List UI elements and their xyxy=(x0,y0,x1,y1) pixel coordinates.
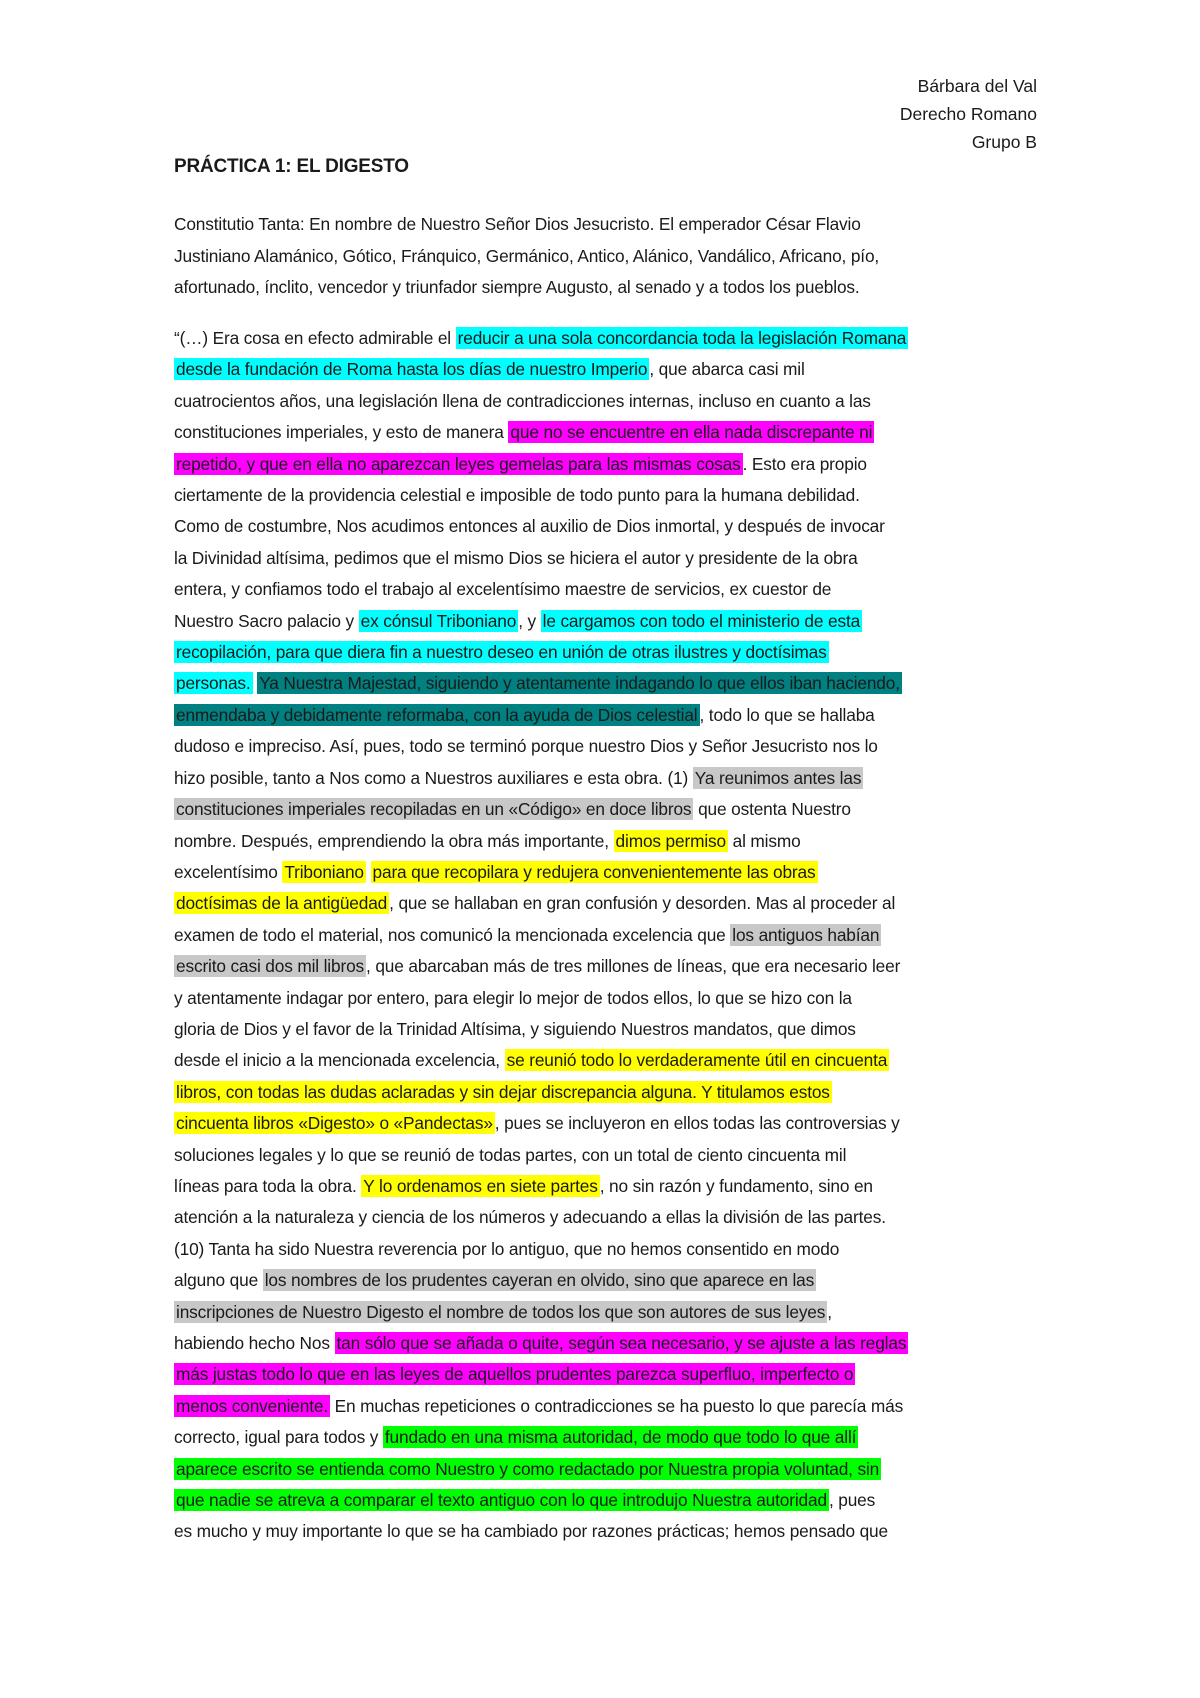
text-line xyxy=(174,1485,1040,1516)
course-subject: Derecho Romano xyxy=(899,104,1037,124)
text-line xyxy=(174,668,1040,699)
text-line xyxy=(174,574,1040,605)
highlight-magenta: repetido, y que en ella no aparezcan leyes gemelas para las mismas cosas xyxy=(176,453,741,474)
text-line xyxy=(174,1391,1040,1422)
text-segment: cuatrocientos años, una legislación llena de contradicciones internas, incluso en cuanto a las xyxy=(174,390,871,411)
highlight-green: que nadie se atreva a comparar el texto antiguo con lo que introdujo Nuestra autoridad xyxy=(176,1490,827,1511)
text-line xyxy=(174,241,1040,273)
highlight-green: fundado en una misma autoridad, de modo que todo lo que allí xyxy=(384,1427,857,1448)
text-line xyxy=(174,1140,1040,1171)
text-line xyxy=(174,1297,1040,1328)
text-segment: examen de todo el material, nos comunicó la mencionada excelencia que xyxy=(174,924,731,945)
text-segment: hizo posible, tanto a Nos como a Nuestros auxiliares e esta obra. (1) xyxy=(174,767,693,788)
text-segment: habiendo hecho Nos xyxy=(174,1333,335,1353)
intro-paragraph xyxy=(174,209,1040,304)
highlight-gray: los nombres de los prudentes cayeran en olvido, sino que aparece en las xyxy=(264,1270,815,1291)
text-line xyxy=(174,543,1040,574)
text-line xyxy=(174,1171,1040,1202)
author-name: Bárbara del Val xyxy=(917,76,1037,96)
text-segment: es mucho y muy importante lo que se ha cambiado por razones prácticas; hemos pensado que xyxy=(174,1521,888,1542)
highlight-cyan: ex cónsul Triboniano xyxy=(360,610,517,631)
highlight-gray: los antiguos habían xyxy=(732,924,880,945)
highlight-cyan: recopilación, para que diera fin a nuestro deseo en unión de otras ilustres y doctísimas xyxy=(176,642,827,663)
text-segment: atención a la naturaleza y ciencia de los números y adecuando a ellas la división de las partes. xyxy=(174,1207,886,1228)
text-line xyxy=(174,511,1040,542)
text-segment: afortunado, ínclito, vencedor y triunfador siempre Augusto, al senado y a todos los pueblos. xyxy=(174,277,860,298)
text-line xyxy=(174,888,1040,919)
highlight-teal: Ya Nuestra Majestad, siguiendo y atentamente indagando lo que ellos iban haciendo, xyxy=(259,673,900,694)
text-line xyxy=(174,323,1040,354)
text-line xyxy=(174,826,1040,857)
highlight-cyan: le cargamos con todo el ministerio de esta xyxy=(542,610,861,631)
text-segment: alguno que xyxy=(174,1270,263,1291)
text-segment: constituciones imperiales, y esto de manera xyxy=(174,422,509,443)
text-segment xyxy=(366,862,371,882)
text-segment: nombre. Después, emprendiendo la obra más importante, xyxy=(174,830,614,851)
text-line xyxy=(174,386,1040,417)
highlight-teal: enmendaba y debidamente reformaba, con la ayuda de Dios celestial xyxy=(176,704,698,725)
text-line xyxy=(174,1422,1040,1453)
text-line xyxy=(174,1234,1040,1265)
text-segment: . Esto era propio xyxy=(742,453,867,474)
text-segment: excelentísimo xyxy=(174,861,283,882)
highlight-yellow: cincuenta libros «Digesto» o «Pandectas» xyxy=(176,1113,493,1134)
text-line xyxy=(174,794,1040,825)
highlight-gray: escrito casi dos mil libros xyxy=(176,956,365,977)
text-segment: , pues se incluyeron en ellos todas las controversias y xyxy=(494,1113,900,1134)
course-group: Grupo B xyxy=(971,132,1037,152)
text-segment: , que abarcaban más de tres millones de líneas, que era necesario leer xyxy=(366,956,901,977)
highlight-yellow: doctísimas de la antigüedad xyxy=(176,893,388,914)
text-segment: , xyxy=(827,1301,832,1322)
highlight-yellow: Y lo ordenamos en siete partes xyxy=(363,1175,598,1196)
text-segment: desde el inicio a la mencionada excelencia, xyxy=(174,1050,505,1071)
text-line xyxy=(174,1077,1040,1108)
text-line xyxy=(174,731,1040,762)
highlight-gray: constituciones imperiales recopiladas en un «Código» en doce libros xyxy=(176,799,692,820)
text-line xyxy=(174,449,1040,480)
text-line xyxy=(174,637,1040,668)
text-segment: ciertamente de la providencia celestial e imposible de todo punto para la humana debilidad. xyxy=(174,485,860,506)
text-line xyxy=(174,920,1040,951)
text-segment: Nuestro Sacro palacio y xyxy=(174,610,359,631)
text-line xyxy=(174,1045,1040,1076)
text-segment: , no sin razón y fundamento, sino en xyxy=(599,1175,873,1196)
text-segment: y atentamente indagar por entero, para elegir lo mejor de todos ellos, lo que se hizo con la xyxy=(174,987,852,1008)
text-segment: dudoso e impreciso. Así, pues, todo se terminó porque nuestro Dios y Señor Jesucristo nos lo xyxy=(174,736,878,757)
text-line xyxy=(174,700,1040,731)
text-line xyxy=(174,1014,1040,1045)
highlight-green: aparece escrito se entienda como Nuestro y como redactado por Nuestra propia voluntad, sin xyxy=(176,1458,880,1479)
text-line xyxy=(174,763,1040,794)
text-line xyxy=(174,983,1040,1014)
highlight-magenta: tan sólo que se añada o quite, según sea necesario, y se ajuste a las reglas xyxy=(336,1333,907,1353)
text-line xyxy=(174,354,1040,385)
highlight-magenta: que no se encuentre en ella nada discrepante ni xyxy=(510,422,873,443)
text-segment: , y xyxy=(518,610,541,631)
text-line xyxy=(174,1516,1040,1547)
highlight-yellow: Triboniano xyxy=(284,861,364,882)
text-line xyxy=(174,951,1040,982)
text-segment: líneas para toda la obra. xyxy=(174,1175,362,1196)
text-segment: Constitutio Tanta: En nombre de Nuestro Señor Dios Jesucristo. El emperador César Flavio xyxy=(174,214,861,234)
text-line xyxy=(174,272,1040,304)
author-header xyxy=(900,72,1037,156)
highlight-cyan: reducir a una sola concordancia toda la legislación Romana xyxy=(457,328,907,348)
text-segment: al mismo xyxy=(727,830,801,851)
text-segment: , que se hallaban en gran confusión y desorden. Mas al proceder al xyxy=(389,893,896,914)
highlight-cyan: desde la fundación de Roma hasta los días de nuestro Imperio xyxy=(176,359,648,380)
text-line xyxy=(174,1328,1040,1359)
text-segment: la Divinidad altísima, pedimos que el mismo Dios se hiciera el autor y presidente de la obra xyxy=(174,547,858,568)
highlight-gray: inscripciones de Nuestro Digesto el nombre de todos los que son autores de sus leyes xyxy=(176,1301,826,1322)
text-segment: correcto, igual para todos y xyxy=(174,1427,383,1448)
highlight-cyan: personas. xyxy=(176,673,251,694)
text-segment: gloria de Dios y el favor de la Trinidad Altísima, y siguiendo Nuestros mandatos, que dimos xyxy=(174,1018,856,1039)
quoted-passage xyxy=(174,323,1040,1548)
highlight-magenta: más justas todo lo que en las leyes de aquellos prudentes parezca superfluo, imperfecto o xyxy=(176,1364,854,1385)
text-line xyxy=(174,1202,1040,1233)
text-line xyxy=(174,209,1040,241)
text-line xyxy=(174,1454,1040,1485)
highlight-magenta: menos conveniente. xyxy=(176,1395,328,1416)
text-segment: (10) Tanta ha sido Nuestra reverencia por lo antiguo, que no hemos consentido en modo xyxy=(174,1238,840,1259)
text-segment: , todo lo que se hallaba xyxy=(699,704,875,725)
highlight-gray: Ya reunimos antes las xyxy=(694,767,862,788)
text-segment: , que abarca casi mil xyxy=(649,359,805,380)
text-segment: , pues xyxy=(828,1490,876,1511)
text-segment: soluciones legales y lo que se reunió de todas partes, con un total de ciento cincuenta mil xyxy=(174,1144,847,1165)
text-line xyxy=(174,1108,1040,1139)
text-segment: En muchas repeticiones o contradicciones se ha puesto lo que parecía más xyxy=(329,1395,904,1416)
text-line xyxy=(174,480,1040,511)
text-line xyxy=(174,417,1040,448)
text-segment: Como de costumbre, Nos acudimos entonces al auxilio de Dios inmortal, y después de invocar xyxy=(174,516,885,537)
highlight-yellow: libros, con todas las dudas aclaradas y sin dejar discrepancia alguna. Y titulamos estos xyxy=(176,1081,830,1102)
document-title: PRÁCTICA 1: EL DIGESTO xyxy=(174,156,409,177)
text-line xyxy=(174,1265,1040,1296)
text-line xyxy=(174,857,1040,888)
highlight-yellow: dimos permiso xyxy=(615,830,726,851)
text-segment: Justiniano Alamánico, Gótico, Fránquico, Germánico, Antico, Alánico, Vandálico, Africano, pío, xyxy=(174,245,880,266)
highlight-yellow: para que recopilara y redujera convenientemente las obras xyxy=(372,861,816,882)
text-segment: que ostenta Nuestro xyxy=(693,799,851,820)
text-line xyxy=(174,606,1040,637)
text-line xyxy=(174,1359,1040,1390)
text-segment: “(…) Era cosa en efecto admirable el xyxy=(174,328,456,348)
text-segment: entera, y confiamos todo el trabajo al excelentísimo maestre de servicios, ex cuestor de xyxy=(174,579,832,600)
highlight-yellow: se reunió todo lo verdaderamente útil en cincuenta xyxy=(506,1050,888,1071)
